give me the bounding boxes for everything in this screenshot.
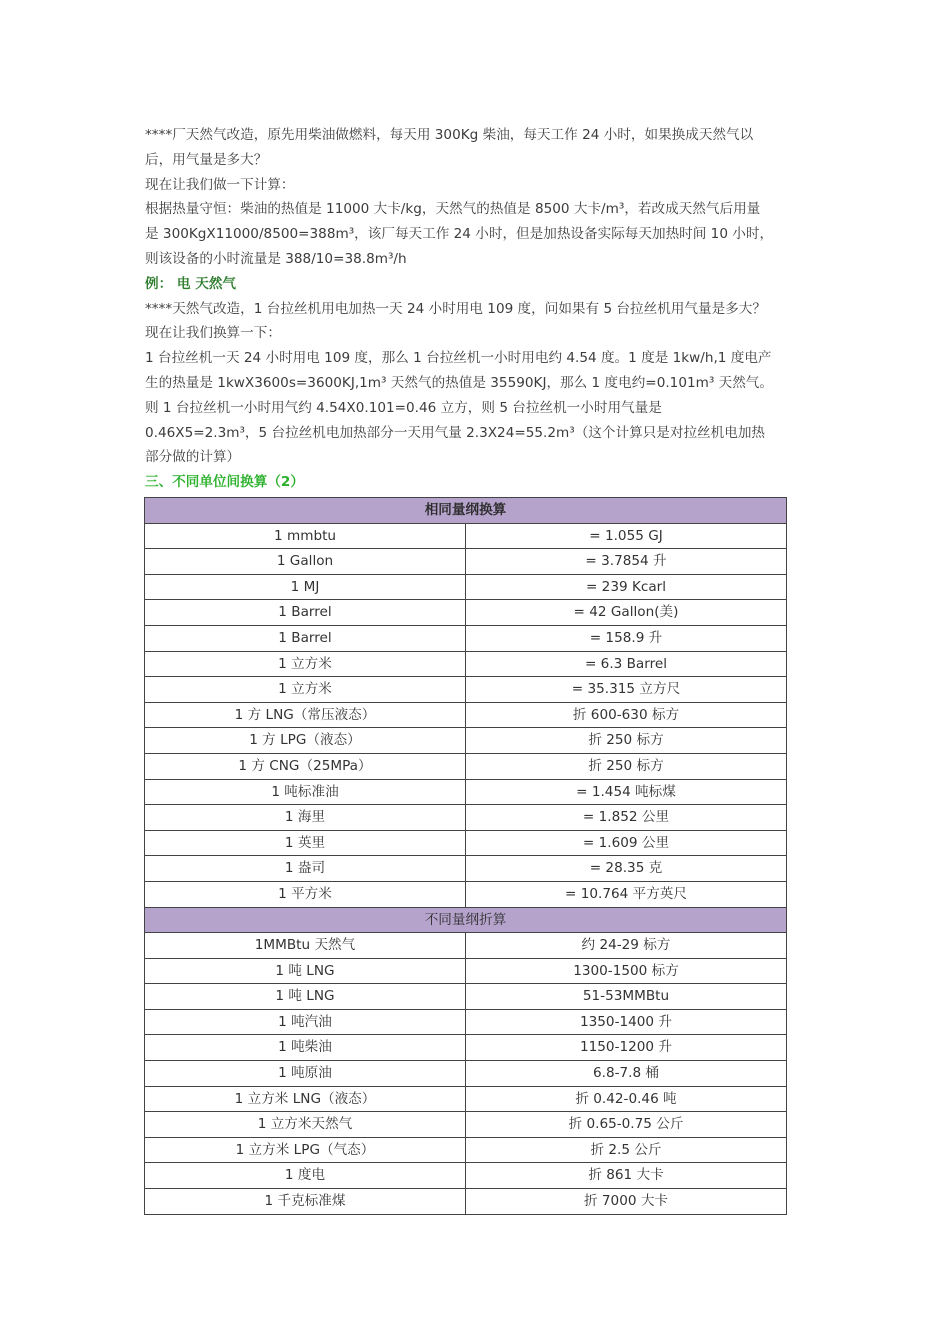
unit-cell: 1 MJ (145, 574, 466, 600)
equivalent-cell: = 1.852 公里 (466, 805, 787, 831)
table-row (145, 1189, 787, 1215)
unit-cell: 1MMBtu 天然气 (145, 933, 466, 959)
unit-cell: 1 Gallon (145, 549, 466, 575)
equivalent-cell: = 35.315 立方尺 (466, 677, 787, 703)
equivalent-cell: 6.8-7.8 桶 (466, 1061, 787, 1087)
table-header-cell: 不同量纲折算 (145, 907, 787, 933)
equivalent-cell: 折 0.65-0.75 公斤 (466, 1112, 787, 1138)
equivalent-cell: 折 250 标方 (466, 728, 787, 754)
equivalent-cell: = 158.9 升 (466, 625, 787, 651)
equivalent-cell: = 6.3 Barrel (466, 651, 787, 677)
equivalent-cell: 约 24-29 标方 (466, 933, 787, 959)
equivalent-cell: 1300-1500 标方 (466, 958, 787, 984)
table-row (145, 1009, 787, 1035)
paragraph-line: 是 300KgX11000/8500=388m³，该厂每天工作 24 小时，但是加热设备实际每天加热时间 10 小时， (145, 226, 774, 243)
table-row (145, 779, 787, 805)
section-heading: 三、不同单位间换算（2） (145, 474, 304, 491)
table-row (145, 984, 787, 1010)
table-row (145, 677, 787, 703)
equivalent-cell: = 42 Gallon(美) (466, 600, 787, 626)
unit-cell: 1 海里 (145, 805, 466, 831)
unit-cell: 1 Barrel (145, 600, 466, 626)
conversion-table-body (145, 498, 787, 1215)
paragraph-line: 则 1 台拉丝机一小时用气约 4.54X0.101=0.46 立方，则 5 台拉丝机一小时用气量是 (145, 399, 662, 416)
table-row (145, 753, 787, 779)
unit-cell: 1 吨原油 (145, 1061, 466, 1087)
table-row (145, 805, 787, 831)
unit-cell: 1 方 CNG（25MPa） (145, 753, 466, 779)
paragraph-line: 1 台拉丝机一天 24 小时用电 109 度，那么 1 台拉丝机一小时用电约 4.54 度。1 度是 1kw/h,1 度电产 (145, 350, 772, 367)
paragraph-line: 生的热量是 1kwX3600s=3600KJ,1m³ 天然气的热值是 35590KJ，那么 1 度电约=0.101m³ 天然气。 (145, 374, 773, 391)
equivalent-cell: 折 2.5 公斤 (466, 1137, 787, 1163)
table-row (145, 830, 787, 856)
unit-cell: 1 立方米 (145, 651, 466, 677)
same-dimension-header-row (145, 498, 787, 524)
equivalent-cell: 折 250 标方 (466, 753, 787, 779)
unit-cell: 1 mmbtu (145, 523, 466, 549)
table-row (145, 728, 787, 754)
unit-cell: 1 方 LPG（液态） (145, 728, 466, 754)
paragraph-line: ****厂天然气改造，原先用柴油做燃料，每天用 300Kg 柴油，每天工作 24 小时，如果换成天然气以 (145, 127, 754, 143)
table-row (145, 958, 787, 984)
equivalent-cell: = 1.609 公里 (466, 830, 787, 856)
different-dimension-header-row (145, 907, 787, 933)
unit-cell: 1 盎司 (145, 856, 466, 882)
equivalent-cell: 折 861 大卡 (466, 1163, 787, 1189)
table-row (145, 702, 787, 728)
unit-cell: 1 千克标准煤 (145, 1189, 466, 1215)
paragraph-line: 根据热量守恒：柴油的热值是 11000 大卡/kg，天然气的热值是 8500 大卡/m³，若改成天然气后用量 (145, 201, 761, 218)
equivalent-cell: = 1.055 GJ (466, 523, 787, 549)
unit-cell: 1 吨柴油 (145, 1035, 466, 1061)
table-header-cell: 相同量纲换算 (145, 498, 787, 524)
equivalent-cell: 1150-1200 升 (466, 1035, 787, 1061)
table-row (145, 651, 787, 677)
table-row (145, 625, 787, 651)
equivalent-cell: 1350-1400 升 (466, 1009, 787, 1035)
table-row (145, 1137, 787, 1163)
paragraph-line: 现在让我们做一下计算： (145, 176, 295, 193)
example-heading: 例： 电 天然气 (145, 275, 237, 292)
paragraph-line: 后，用气量是多大？ (145, 151, 268, 168)
table-row (145, 1061, 787, 1087)
unit-cell: 1 英里 (145, 830, 466, 856)
unit-cell: 1 平方米 (145, 881, 466, 907)
conversion-table (144, 497, 787, 1215)
equivalent-cell: = 239 Kcarl (466, 574, 787, 600)
table-row (145, 1112, 787, 1138)
unit-cell: 1 Barrel (145, 625, 466, 651)
table-row (145, 1163, 787, 1189)
paragraph-line: 部分做的计算） (145, 449, 241, 466)
equivalent-cell: 折 0.42-0.46 吨 (466, 1086, 787, 1112)
equivalent-cell: = 10.764 平方英尺 (466, 881, 787, 907)
paragraph-line: ****天然气改造，1 台拉丝机用电加热一天 24 小时用电 109 度，问如果有 5 台拉丝机用气量是多大？ (145, 300, 766, 317)
table-row (145, 1086, 787, 1112)
table-row (145, 523, 787, 549)
equivalent-cell: = 3.7854 升 (466, 549, 787, 575)
table-row (145, 933, 787, 959)
table-row (145, 1035, 787, 1061)
paragraph-line: 现在让我们换算一下： (145, 325, 281, 342)
equivalent-cell: 折 600-630 标方 (466, 702, 787, 728)
paragraph-line: 则该设备的小时流量是 388/10=38.8m³/h (145, 250, 407, 267)
unit-cell: 1 方 LNG（常压液态） (145, 702, 466, 728)
table-row (145, 549, 787, 575)
unit-cell: 1 立方米天然气 (145, 1112, 466, 1138)
unit-cell: 1 立方米 LPG（气态） (145, 1137, 466, 1163)
unit-cell: 1 吨 LNG (145, 984, 466, 1010)
table-row (145, 881, 787, 907)
table-row (145, 600, 787, 626)
table-row (145, 856, 787, 882)
equivalent-cell: 折 7000 大卡 (466, 1189, 787, 1215)
equivalent-cell: 51-53MMBtu (466, 984, 787, 1010)
table-row (145, 574, 787, 600)
unit-cell: 1 吨 LNG (145, 958, 466, 984)
unit-cell: 1 吨标准油 (145, 779, 466, 805)
equivalent-cell: = 1.454 吨标煤 (466, 779, 787, 805)
paragraph-line: 0.46X5=2.3m³，5 台拉丝机电加热部分一天用气量 2.3X24=55.2m³（这个计算只是对拉丝机电加热 (145, 424, 766, 441)
unit-cell: 1 度电 (145, 1163, 466, 1189)
unit-cell: 1 立方米 LNG（液态） (145, 1086, 466, 1112)
unit-cell: 1 吨汽油 (145, 1009, 466, 1035)
unit-cell: 1 立方米 (145, 677, 466, 703)
document-body (145, 123, 807, 494)
equivalent-cell: = 28.35 克 (466, 856, 787, 882)
